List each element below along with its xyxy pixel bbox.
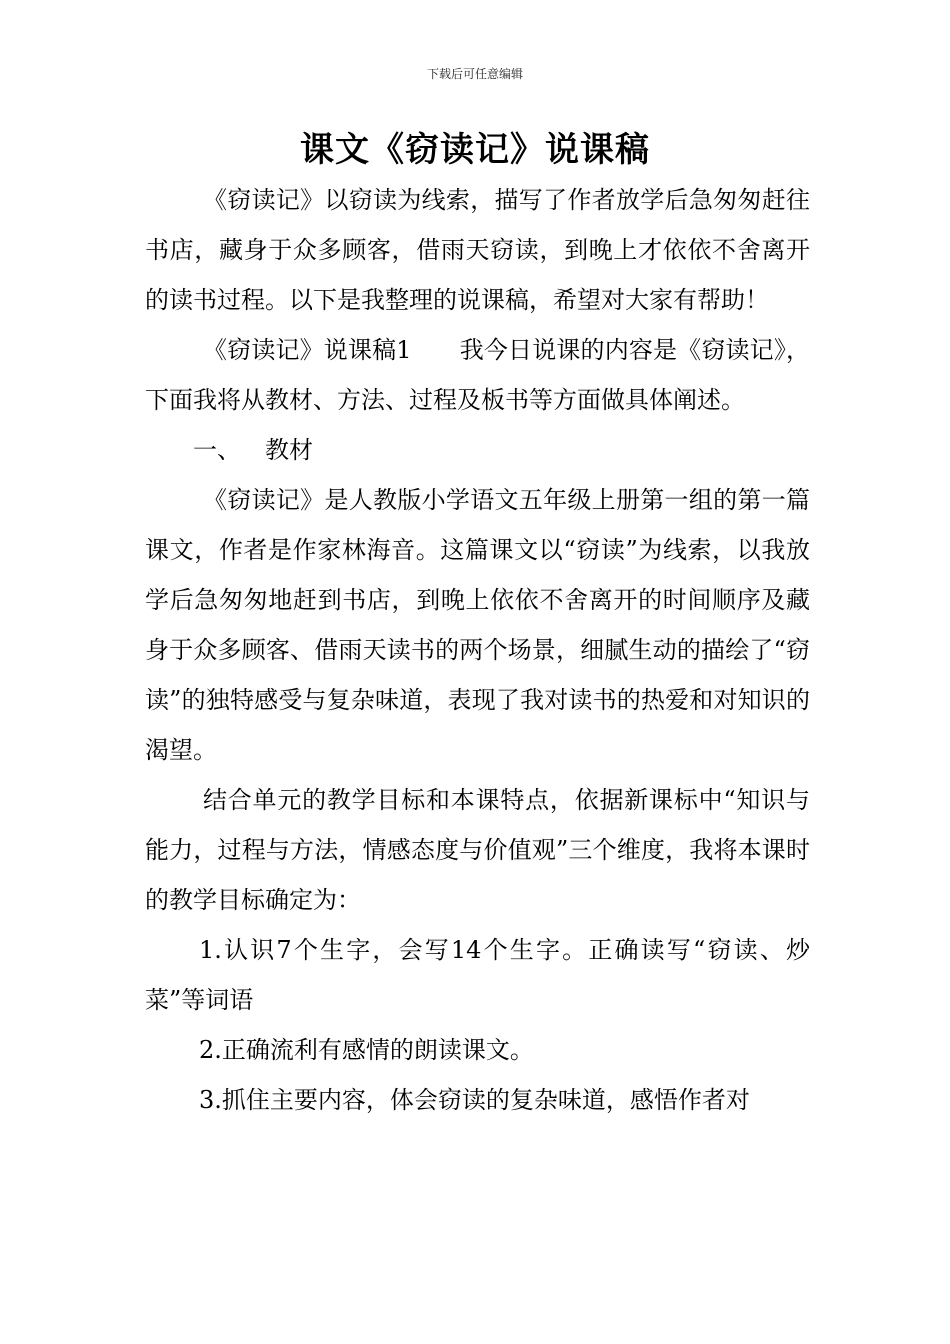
watermark-text: 下载后可任意编辑 (426, 67, 523, 81)
heading-number: 一、 (193, 436, 241, 464)
goal-item-2: 2.正确流利有感情的朗读课文。 (199, 1036, 534, 1064)
material-paragraph: 《窃读记》是人教版小学语文五年级上册第一组的第一篇课文，作者是作家林海音。这篇课文以“窃读”为线索，以我放学后急匆匆地赶到书店，到晚上依依不舍离开的时间顺序及藏身于众多顾客、借雨天读书的两个场景，细腻生动的描绘了“窃读”的独特感受与复杂味道，表现了我对读书的热爱和对知识的渴望。 (145, 486, 810, 764)
section-text: 我今日说课的内容是《窃读记》，下面我将从教材、方法、过程及板书等方面做具体阐述。 (145, 336, 810, 414)
document-body (145, 175, 810, 1125)
goal-item-3: 3.抓住主要内容，体会窃读的复杂味道，感悟作者对 (199, 1086, 750, 1114)
document-title: 课文《窃读记》说课稿 (300, 130, 650, 170)
goals-paragraph: 结合单元的教学目标和本课特点，依据新课标中“知识与能力，过程与方法，情感态度与价值观”三个维度，我将本课时的教学目标确定为： (145, 786, 810, 914)
section-heading (145, 425, 810, 475)
heading-text: 教材 (265, 436, 313, 464)
section-paragraph (145, 325, 810, 425)
goal-item-1: 1.认识7个生字，会写14个生字。正确读写“窃读、炒菜”等词语 (145, 936, 810, 1014)
intro-paragraph: 《窃读记》以窃读为线索，描写了作者放学后急匆匆赶往书店，藏身于众多顾客，借雨天窃读，到晚上才依依不舍离开的读书过程。以下是我整理的说课稿，希望对大家有帮助！ (145, 186, 810, 314)
section-label: 《窃读记》说课稿1 (203, 336, 412, 364)
